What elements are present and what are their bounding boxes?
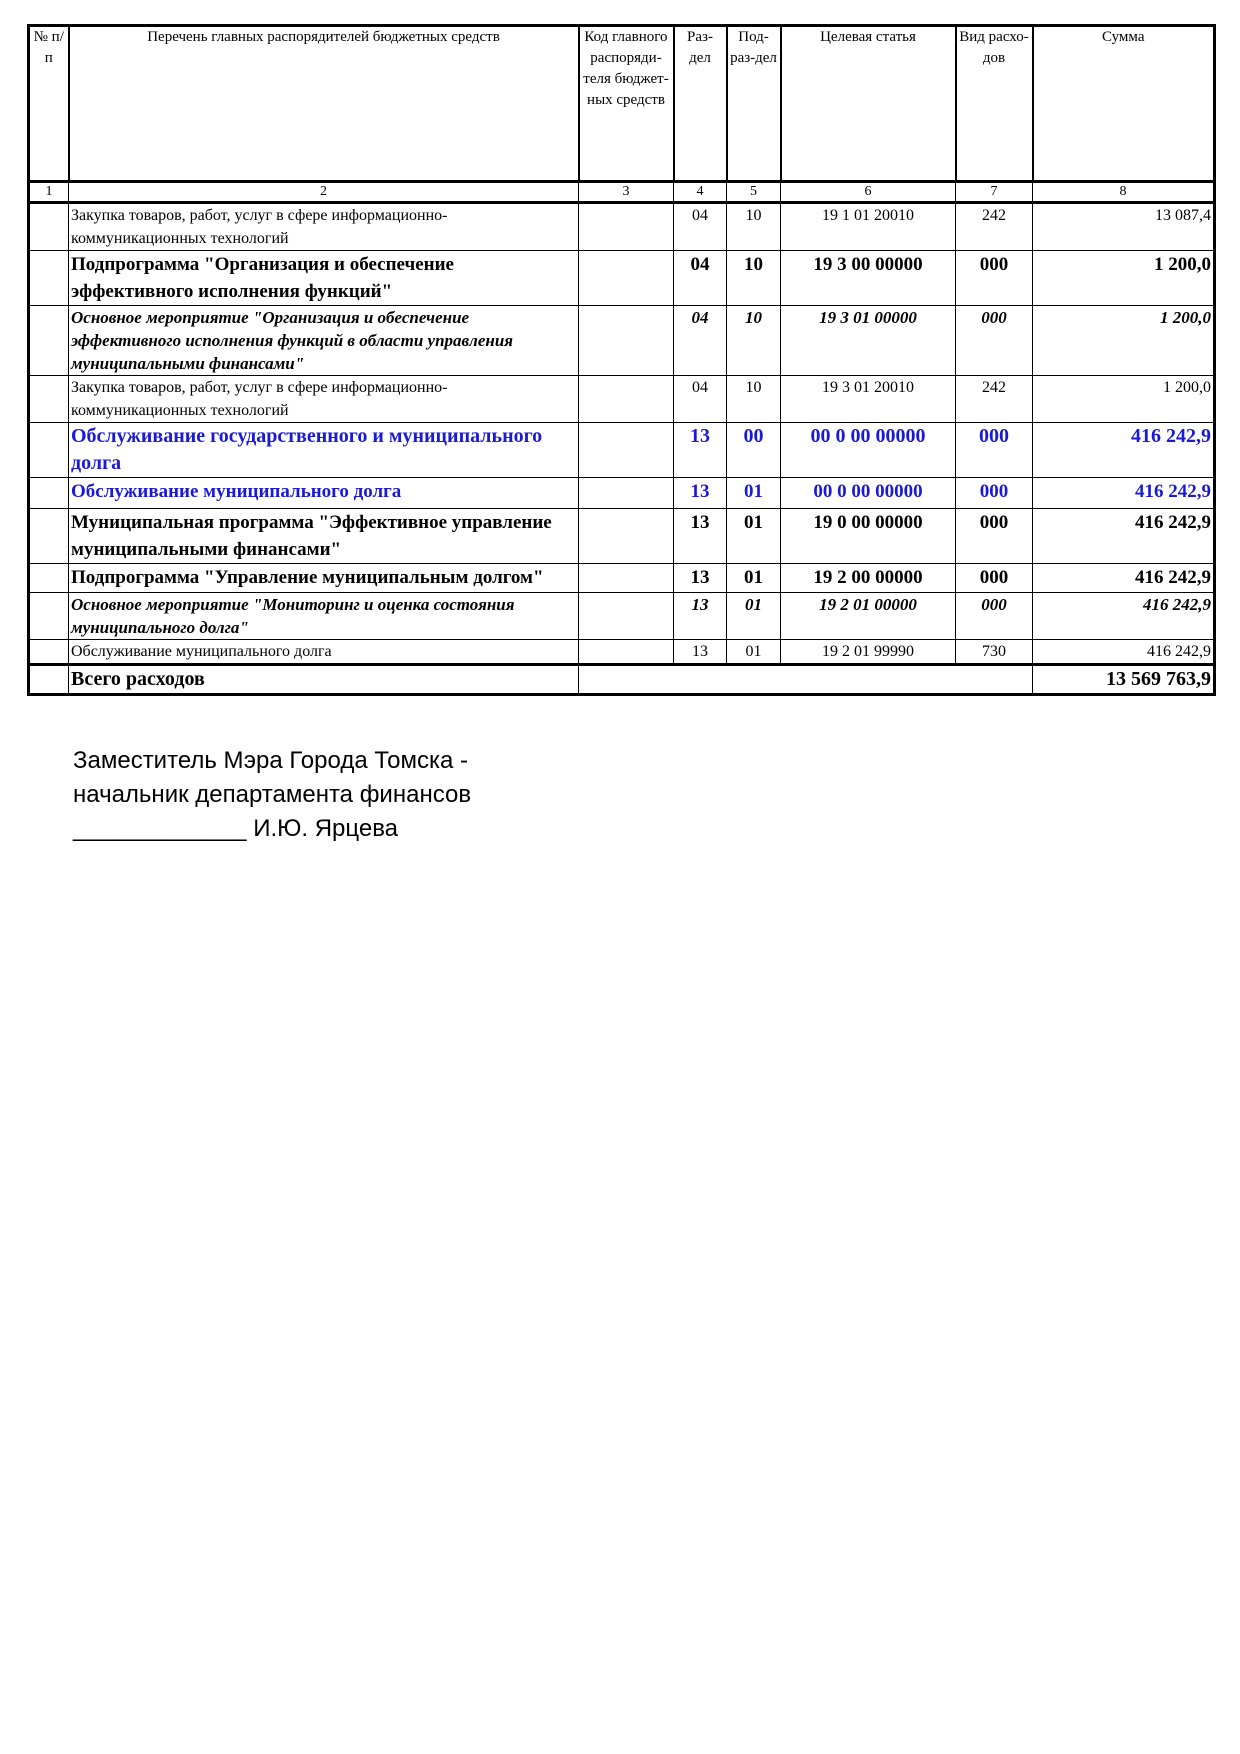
row-number-cell — [29, 376, 69, 423]
row-statya: 19 1 01 20010 — [781, 203, 956, 251]
row-number-cell — [29, 509, 69, 564]
row-statya: 19 0 00 00000 — [781, 509, 956, 564]
row-vid: 000 — [956, 478, 1033, 509]
row-number-cell — [29, 640, 69, 665]
row-name: Обслуживание муниципального долга — [69, 640, 579, 665]
row-razdel: 13 — [674, 423, 727, 478]
table-row — [29, 509, 1215, 564]
row-summa: 1 200,0 — [1033, 376, 1215, 423]
row-statya: 19 3 01 00000 — [781, 306, 956, 376]
signature-department: начальник департамента финансов — [73, 781, 472, 808]
column-number: 2 — [69, 182, 579, 203]
row-vid: 000 — [956, 509, 1033, 564]
row-statya: 19 2 01 99990 — [781, 640, 956, 665]
row-summa: 416 242,9 — [1033, 423, 1215, 478]
row-vid: 730 — [956, 640, 1033, 665]
row-statya: 00 0 00 00000 — [781, 423, 956, 478]
row-statya: 19 3 01 20010 — [781, 376, 956, 423]
row-code — [579, 306, 674, 376]
row-summa: 13 087,4 — [1033, 203, 1215, 251]
row-number-cell — [29, 478, 69, 509]
row-podrazdel: 01 — [727, 593, 781, 640]
row-code — [579, 564, 674, 593]
row-podrazdel: 01 — [727, 640, 781, 665]
row-statya: 19 3 00 00000 — [781, 251, 956, 306]
row-name: Основное мероприятие "Мониторинг и оценка состояния муниципального долга" — [69, 593, 579, 640]
row-number-cell — [29, 251, 69, 306]
row-podrazdel: 01 — [727, 509, 781, 564]
row-number-cell — [29, 593, 69, 640]
signature-block — [73, 744, 471, 846]
table-row — [29, 564, 1215, 593]
table-row — [29, 306, 1215, 376]
row-razdel: 13 — [674, 509, 727, 564]
row-razdel: 13 — [674, 478, 727, 509]
row-name: Подпрограмма "Управление муниципальным долгом" — [69, 564, 579, 593]
header-podrazdel: Под-раз-дел — [727, 26, 781, 182]
row-code — [579, 640, 674, 665]
row-podrazdel: 10 — [727, 203, 781, 251]
row-code — [579, 478, 674, 509]
row-summa: 1 200,0 — [1033, 306, 1215, 376]
row-summa: 1 200,0 — [1033, 251, 1215, 306]
table-row — [29, 478, 1215, 509]
table-row — [29, 593, 1215, 640]
row-vid: 242 — [956, 203, 1033, 251]
row-summa: 416 242,9 — [1033, 564, 1215, 593]
column-number: 4 — [674, 182, 727, 203]
table-row — [29, 251, 1215, 306]
row-razdel: 13 — [674, 593, 727, 640]
table-row — [29, 203, 1215, 251]
column-number: 3 — [579, 182, 674, 203]
row-podrazdel: 10 — [727, 306, 781, 376]
row-podrazdel: 00 — [727, 423, 781, 478]
column-number: 8 — [1033, 182, 1215, 203]
table-header-row — [29, 26, 1215, 182]
total-row — [29, 665, 1215, 695]
header-code: Код главного распоряди-теля бюджет-ных средств — [579, 26, 674, 182]
row-razdel: 13 — [674, 564, 727, 593]
row-podrazdel: 01 — [727, 478, 781, 509]
row-name: Закупка товаров, работ, услуг в сфере информационно-коммуникационных технологий — [69, 203, 579, 251]
row-vid: 000 — [956, 251, 1033, 306]
row-razdel: 04 — [674, 203, 727, 251]
budget-table — [27, 24, 1216, 696]
table-row — [29, 423, 1215, 478]
row-number-cell — [29, 564, 69, 593]
row-podrazdel: 10 — [727, 376, 781, 423]
column-number: 1 — [29, 182, 69, 203]
row-code — [579, 593, 674, 640]
header-statya: Целевая статья — [781, 26, 956, 182]
row-summa: 416 242,9 — [1033, 509, 1215, 564]
row-vid: 000 — [956, 423, 1033, 478]
row-code — [579, 376, 674, 423]
table-row — [29, 376, 1215, 423]
row-code — [579, 203, 674, 251]
row-statya: 00 0 00 00000 — [781, 478, 956, 509]
total-empty-cell — [29, 665, 69, 695]
table-body — [29, 203, 1215, 665]
row-name: Обслуживание муниципального долга — [69, 478, 579, 509]
total-summa: 13 569 763,9 — [1033, 665, 1215, 695]
table-row — [29, 640, 1215, 665]
header-number: № п/п — [29, 26, 69, 182]
row-vid: 000 — [956, 593, 1033, 640]
header-razdel: Раз-дел — [674, 26, 727, 182]
row-code — [579, 423, 674, 478]
row-razdel: 04 — [674, 251, 727, 306]
column-number: 6 — [781, 182, 956, 203]
row-name: Подпрограмма "Организация и обеспечение эффективного исполнения функций" — [69, 251, 579, 306]
row-code — [579, 509, 674, 564]
row-razdel: 04 — [674, 306, 727, 376]
row-number-cell — [29, 203, 69, 251]
row-name: Закупка товаров, работ, услуг в сфере информационно-коммуникационных технологий — [69, 376, 579, 423]
row-razdel: 04 — [674, 376, 727, 423]
row-vid: 000 — [956, 564, 1033, 593]
row-summa: 416 242,9 — [1033, 593, 1215, 640]
header-summa: Сумма — [1033, 26, 1215, 182]
row-razdel: 13 — [674, 640, 727, 665]
row-podrazdel: 10 — [727, 251, 781, 306]
row-vid: 242 — [956, 376, 1033, 423]
header-vid: Вид расхо-дов — [956, 26, 1033, 182]
row-number-cell — [29, 423, 69, 478]
row-statya: 19 2 01 00000 — [781, 593, 956, 640]
total-empty-span — [579, 665, 1033, 695]
row-code — [579, 251, 674, 306]
row-podrazdel: 01 — [727, 564, 781, 593]
row-vid: 000 — [956, 306, 1033, 376]
header-name: Перечень главных распорядителей бюджетных средств — [69, 26, 579, 182]
signature-name: _____________ И.Ю. Ярцева — [73, 815, 399, 842]
column-number: 5 — [727, 182, 781, 203]
row-name: Муниципальная программа "Эффективное управление муниципальными финансами" — [69, 509, 579, 564]
column-number-row — [29, 182, 1215, 203]
row-summa: 416 242,9 — [1033, 478, 1215, 509]
column-number: 7 — [956, 182, 1033, 203]
row-number-cell — [29, 306, 69, 376]
row-summa: 416 242,9 — [1033, 640, 1215, 665]
row-statya: 19 2 00 00000 — [781, 564, 956, 593]
row-name: Обслуживание государственного и муниципального долга — [69, 423, 579, 478]
total-label: Всего расходов — [69, 665, 579, 695]
row-name: Основное мероприятие "Организация и обеспечение эффективного исполнения функций в области управления муниципальными финансами" — [69, 306, 579, 376]
signature-position: Заместитель Мэра Города Томска - — [73, 747, 469, 774]
